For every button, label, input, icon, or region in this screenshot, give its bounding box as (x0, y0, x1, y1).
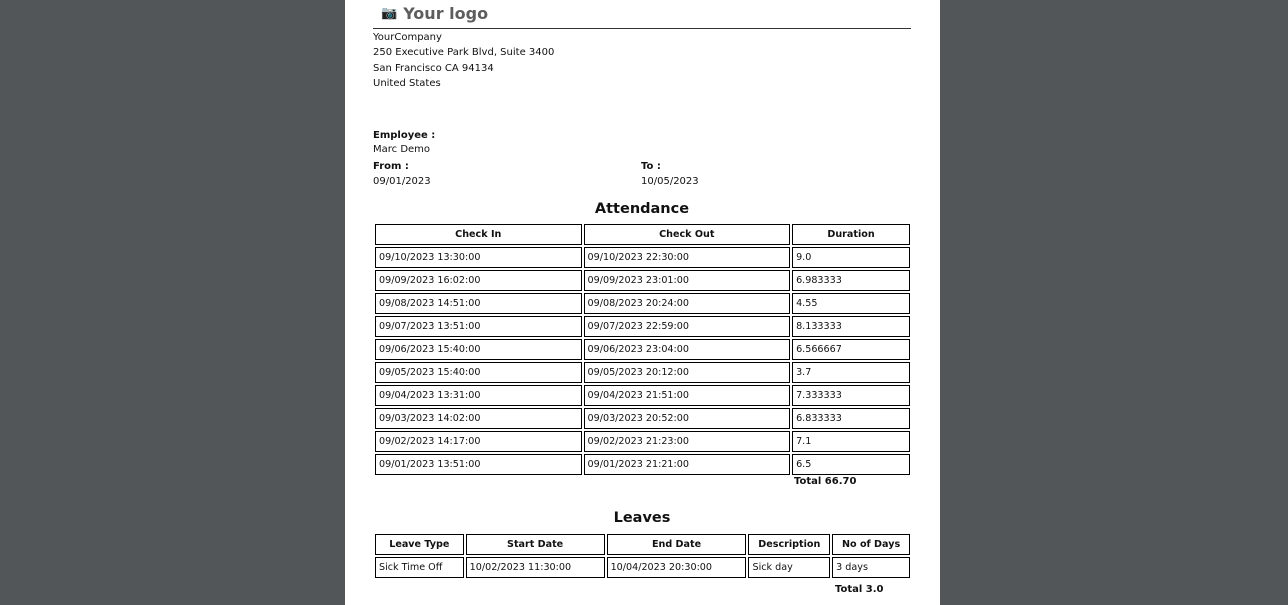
attendance-row (375, 339, 910, 360)
attendance-cell: 09/07/2023 22:59:00 (584, 316, 791, 337)
to-label: To : (641, 161, 661, 172)
attendance-cell: 09/01/2023 13:51:00 (375, 454, 582, 475)
leaves-cell: Sick day (748, 557, 830, 578)
attendance-row (375, 362, 910, 383)
attendance-row (375, 316, 910, 337)
attendance-cell: 09/09/2023 23:01:00 (584, 270, 791, 291)
attendance-header-cell: Duration (792, 224, 910, 245)
attendance-row (375, 293, 910, 314)
leaves-table (373, 532, 912, 580)
attendance-cell: 09/03/2023 14:02:00 (375, 408, 582, 429)
leaves-cell: 10/04/2023 20:30:00 (607, 557, 747, 578)
attendance-cell: 9.0 (792, 247, 910, 268)
attendance-header-cell: Check Out (584, 224, 791, 245)
leaves-header-cell: End Date (607, 534, 747, 555)
attendance-row (375, 385, 910, 406)
attendance-cell: 6.566667 (792, 339, 910, 360)
attendance-cell: 3.7 (792, 362, 910, 383)
attendance-row (375, 454, 910, 475)
attendance-cell: 7.1 (792, 431, 910, 452)
company-name: YourCompany (373, 32, 442, 43)
leaves-title: Leaves (613, 510, 671, 526)
attendance-cell: 09/09/2023 16:02:00 (375, 270, 582, 291)
attendance-cell: 09/05/2023 20:12:00 (584, 362, 791, 383)
header-divider (373, 28, 911, 29)
leaves-header-cell: Start Date (466, 534, 605, 555)
attendance-cell: 09/04/2023 13:31:00 (375, 385, 582, 406)
attendance-row (375, 247, 910, 268)
attendance-cell: 09/08/2023 14:51:00 (375, 293, 582, 314)
report-page (345, 0, 940, 605)
from-value: 09/01/2023 (373, 176, 431, 187)
attendance-cell: 09/06/2023 15:40:00 (375, 339, 582, 360)
leaves-row (375, 557, 910, 578)
attendance-cell: 09/02/2023 21:23:00 (584, 431, 791, 452)
attendance-header-cell: Check In (375, 224, 582, 245)
attendance-title: Attendance (594, 201, 690, 217)
attendance-cell: 09/10/2023 13:30:00 (375, 247, 582, 268)
attendance-cell: 8.133333 (792, 316, 910, 337)
attendance-cell: 6.5 (792, 454, 910, 475)
leaves-total: Total 3.0 (835, 584, 884, 595)
attendance-cell: 7.333333 (792, 385, 910, 406)
logo-text: Your logo (403, 4, 489, 23)
attendance-cell: 09/05/2023 15:40:00 (375, 362, 582, 383)
attendance-cell: 09/04/2023 21:51:00 (584, 385, 791, 406)
attendance-cell: 6.983333 (792, 270, 910, 291)
leaves-header-row (375, 534, 910, 555)
attendance-cell: 09/08/2023 20:24:00 (584, 293, 791, 314)
leaves-header-cell: Leave Type (375, 534, 464, 555)
to-value: 10/05/2023 (641, 176, 699, 187)
company-city: San Francisco CA 94134 (373, 62, 494, 74)
attendance-total: Total 66.70 (794, 476, 857, 487)
attendance-row (375, 408, 910, 429)
company-country: United States (373, 77, 441, 89)
attendance-cell: 09/01/2023 21:21:00 (584, 454, 791, 475)
leaves-header-cell: No of Days (832, 534, 910, 555)
attendance-row (375, 270, 910, 291)
attendance-table (373, 222, 912, 477)
leaves-cell: Sick Time Off (375, 557, 464, 578)
attendance-cell: 4.55 (792, 293, 910, 314)
company-street: 250 Executive Park Blvd, Suite 3400 (373, 47, 555, 59)
attendance-cell: 09/07/2023 13:51:00 (375, 316, 582, 337)
employee-value: Marc Demo (373, 144, 431, 155)
attendance-cell: 6.833333 (792, 408, 910, 429)
camera-icon: 📷 (381, 6, 398, 21)
leaves-cell: 3 days (832, 557, 910, 578)
leaves-header-cell: Description (748, 534, 830, 555)
attendance-cell: 09/10/2023 22:30:00 (584, 247, 791, 268)
employee-label: Employee : (373, 130, 436, 141)
attendance-cell: 09/06/2023 23:04:00 (584, 339, 791, 360)
company-logo (381, 4, 488, 23)
from-label: From : (373, 161, 409, 172)
attendance-cell: 09/02/2023 14:17:00 (375, 431, 582, 452)
leaves-cell: 10/02/2023 11:30:00 (466, 557, 605, 578)
attendance-cell: 09/03/2023 20:52:00 (584, 408, 791, 429)
company-address (373, 30, 554, 91)
attendance-row (375, 431, 910, 452)
attendance-header-row (375, 224, 910, 245)
